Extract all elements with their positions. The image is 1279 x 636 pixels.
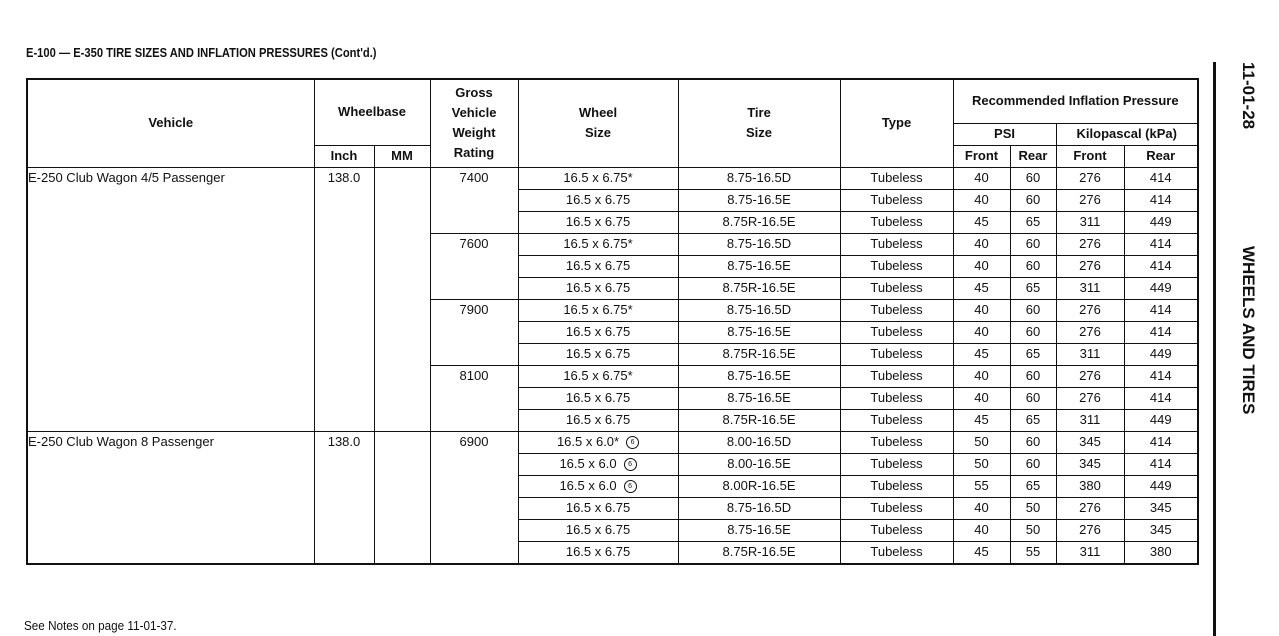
cell-kpa-front: 276 [1056, 255, 1124, 277]
cell-wheel-size-text: 16.5 x 6.75 [565, 192, 631, 207]
header-tire-size [678, 79, 840, 167]
header-wheel-size-line2: Size [585, 125, 612, 141]
header-psi-rear: Rear [1010, 145, 1056, 167]
cell-kpa-front: 276 [1056, 233, 1124, 255]
cell-wheel-size [518, 299, 678, 321]
cell-wheel-size-text: 16.5 x 6.75 [565, 280, 631, 295]
cell-psi-front: 40 [953, 167, 1010, 189]
cell-wheel-size-text: 16.5 x 6.75* [563, 368, 633, 383]
cell-kpa-rear: 449 [1124, 409, 1198, 431]
cell-tire-size: 8.75-16.5E [678, 365, 840, 387]
cell-psi-rear: 50 [1010, 497, 1056, 519]
cell-kpa-front: 380 [1056, 475, 1124, 497]
cell-wheel-size-text: 16.5 x 6.75* [563, 170, 633, 185]
cell-wheel-size-text: 16.5 x 6.75 [565, 500, 631, 515]
cell-kpa-rear: 414 [1124, 453, 1198, 475]
header-gvwr-line1: Gross [455, 85, 493, 101]
cell-kpa-front: 311 [1056, 409, 1124, 431]
cell-wheelbase-mm [374, 167, 430, 431]
cell-type: Tubeless [840, 211, 953, 233]
cell-psi-front: 40 [953, 321, 1010, 343]
cell-kpa-rear: 345 [1124, 519, 1198, 541]
cell-psi-front: 40 [953, 387, 1010, 409]
cell-wheel-size [518, 167, 678, 189]
header-psi: PSI [953, 123, 1056, 145]
cell-tire-size: 8.75R-16.5E [678, 343, 840, 365]
cell-tire-size: 8.00-16.5E [678, 453, 840, 475]
header-gvwr-line2: Vehicle [451, 105, 497, 121]
cell-psi-rear: 50 [1010, 519, 1056, 541]
cell-wheel-size-text: 16.5 x 6.75 [565, 544, 631, 559]
header-kpa-front: Front [1056, 145, 1124, 167]
cell-type: Tubeless [840, 519, 953, 541]
cell-kpa-rear: 414 [1124, 299, 1198, 321]
cell-wheel-size [518, 365, 678, 387]
header-wheel-size [518, 79, 678, 167]
header-wheelbase: Wheelbase [314, 79, 430, 145]
cell-kpa-front: 345 [1056, 431, 1124, 453]
cell-kpa-rear: 414 [1124, 255, 1198, 277]
cell-psi-front: 45 [953, 277, 1010, 299]
cell-kpa-front: 276 [1056, 387, 1124, 409]
cell-type: Tubeless [840, 189, 953, 211]
cell-kpa-rear: 414 [1124, 321, 1198, 343]
cell-psi-rear: 60 [1010, 299, 1056, 321]
notes-reference: See Notes on page 11-01-37. [24, 618, 177, 633]
table-row [27, 431, 1198, 453]
cell-kpa-rear: 414 [1124, 167, 1198, 189]
cell-psi-rear: 60 [1010, 167, 1056, 189]
cell-kpa-rear: 449 [1124, 343, 1198, 365]
cell-type: Tubeless [840, 277, 953, 299]
cell-kpa-front: 345 [1056, 453, 1124, 475]
cell-type: Tubeless [840, 233, 953, 255]
cell-kpa-front: 311 [1056, 211, 1124, 233]
cell-type: Tubeless [840, 255, 953, 277]
cell-gvwr: 7900 [430, 299, 518, 365]
cell-kpa-front: 276 [1056, 497, 1124, 519]
cell-tire-size: 8.75-16.5E [678, 321, 840, 343]
cell-tire-size: 8.75-16.5E [678, 519, 840, 541]
cell-kpa-front: 311 [1056, 277, 1124, 299]
sidebar-rule [1213, 62, 1216, 636]
cell-wheel-size-text: 16.5 x 6.0* [556, 434, 620, 449]
side-section-title: WHEELS AND TIRES [1239, 246, 1258, 415]
cell-kpa-front: 311 [1056, 541, 1124, 564]
cell-tire-size: 8.75R-16.5E [678, 409, 840, 431]
cell-psi-rear: 65 [1010, 409, 1056, 431]
cell-vehicle: E-250 Club Wagon 8 Passenger [27, 431, 314, 564]
cell-psi-front: 40 [953, 233, 1010, 255]
table-header [27, 79, 1198, 167]
cell-psi-front: 45 [953, 409, 1010, 431]
cell-tire-size: 8.75-16.5E [678, 387, 840, 409]
cell-tire-size: 8.75-16.5D [678, 233, 840, 255]
header-psi-front: Front [953, 145, 1010, 167]
cell-kpa-rear: 380 [1124, 541, 1198, 564]
cell-psi-front: 45 [953, 541, 1010, 564]
cell-wheel-size-text: 16.5 x 6.0 [559, 478, 617, 493]
cell-psi-rear: 65 [1010, 211, 1056, 233]
cell-wheel-size [518, 453, 678, 475]
header-tire-size-line1: Tire [747, 105, 771, 121]
cell-wheel-size-text: 16.5 x 6.75* [563, 302, 633, 317]
cell-wheel-size [518, 343, 678, 365]
cell-type: Tubeless [840, 475, 953, 497]
cell-psi-rear: 60 [1010, 453, 1056, 475]
header-kpa-rear: Rear [1124, 145, 1198, 167]
cell-kpa-front: 276 [1056, 299, 1124, 321]
cell-psi-rear: 65 [1010, 277, 1056, 299]
header-gvwr [430, 79, 518, 167]
cell-psi-rear: 60 [1010, 189, 1056, 211]
cell-wheel-size-text: 16.5 x 6.75 [565, 214, 631, 229]
cell-wheel-size-text: 16.5 x 6.75 [565, 324, 631, 339]
cell-kpa-front: 276 [1056, 321, 1124, 343]
cell-psi-front: 40 [953, 519, 1010, 541]
cell-wheel-size-text: 16.5 x 6.75 [565, 390, 631, 405]
header-wheel-size-line1: Wheel [578, 105, 618, 121]
header-recommended-pressure: Recommended Inflation Pressure [953, 79, 1198, 123]
cell-kpa-front: 276 [1056, 189, 1124, 211]
cell-kpa-front: 276 [1056, 519, 1124, 541]
cell-psi-front: 40 [953, 299, 1010, 321]
cell-gvwr: 7600 [430, 233, 518, 299]
cell-gvwr: 8100 [430, 365, 518, 431]
cell-type: Tubeless [840, 343, 953, 365]
side-page-number: 11-01-28 [1239, 62, 1258, 130]
cell-wheel-size [518, 519, 678, 541]
cell-psi-front: 45 [953, 343, 1010, 365]
cell-type: Tubeless [840, 431, 953, 453]
cell-tire-size: 8.75-16.5D [678, 167, 840, 189]
cell-tire-size: 8.75-16.5D [678, 299, 840, 321]
cell-type: Tubeless [840, 387, 953, 409]
header-inch: Inch [314, 145, 374, 167]
cell-kpa-rear: 449 [1124, 475, 1198, 497]
cell-tire-size: 8.75R-16.5E [678, 541, 840, 564]
cell-wheel-size-text: 16.5 x 6.75 [565, 258, 631, 273]
cell-vehicle: E-250 Club Wagon 4/5 Passenger [27, 167, 314, 431]
cell-wheel-size-text: 16.5 x 6.75 [565, 522, 631, 537]
cell-kpa-front: 311 [1056, 343, 1124, 365]
cell-wheel-size-text: 16.5 x 6.75 [565, 346, 631, 361]
header-type: Type [840, 79, 953, 167]
cell-psi-front: 45 [953, 211, 1010, 233]
cell-kpa-rear: 414 [1124, 189, 1198, 211]
cell-gvwr: 6900 [430, 431, 518, 564]
cell-psi-front: 40 [953, 365, 1010, 387]
cell-type: Tubeless [840, 409, 953, 431]
cell-kpa-front: 276 [1056, 365, 1124, 387]
cell-tire-size: 8.75-16.5E [678, 189, 840, 211]
cell-type: Tubeless [840, 497, 953, 519]
cell-wheel-size [518, 321, 678, 343]
cell-kpa-rear: 345 [1124, 497, 1198, 519]
cell-wheel-size [518, 497, 678, 519]
page-title: E-100 — E-350 TIRE SIZES AND INFLATION PRESSURES (Cont'd.) [26, 45, 377, 60]
cell-psi-rear: 55 [1010, 541, 1056, 564]
cell-tire-size: 8.75R-16.5E [678, 211, 840, 233]
cell-type: Tubeless [840, 541, 953, 564]
cell-tire-size: 8.00-16.5D [678, 431, 840, 453]
cell-wheel-size-text: 16.5 x 6.75* [563, 236, 633, 251]
cell-gvwr: 7400 [430, 167, 518, 233]
header-kpa: Kilopascal (kPa) [1056, 123, 1198, 145]
header-tire-size-line2: Size [746, 125, 773, 141]
cell-tire-size: 8.75R-16.5E [678, 277, 840, 299]
cell-wheelbase-mm [374, 431, 430, 564]
cell-kpa-rear: 449 [1124, 277, 1198, 299]
header-gvwr-line4: Rating [453, 145, 495, 161]
cell-kpa-rear: 414 [1124, 233, 1198, 255]
cell-psi-rear: 60 [1010, 431, 1056, 453]
table-row [27, 167, 1198, 189]
cell-kpa-front: 276 [1056, 167, 1124, 189]
cell-type: Tubeless [840, 453, 953, 475]
footnote-circled-marker: 6 [626, 436, 639, 449]
cell-type: Tubeless [840, 365, 953, 387]
cell-kpa-rear: 414 [1124, 387, 1198, 409]
cell-wheel-size-text: 16.5 x 6.75 [565, 412, 631, 427]
footnote-circled-marker: 6 [624, 458, 637, 471]
cell-tire-size: 8.75-16.5D [678, 497, 840, 519]
cell-wheel-size [518, 211, 678, 233]
cell-wheelbase-inch: 138.0 [314, 431, 374, 564]
cell-psi-front: 50 [953, 453, 1010, 475]
header-gvwr-line3: Weight [452, 125, 496, 141]
cell-wheel-size [518, 233, 678, 255]
table-body [27, 167, 1198, 564]
cell-psi-front: 50 [953, 431, 1010, 453]
cell-wheel-size [518, 387, 678, 409]
cell-psi-rear: 60 [1010, 365, 1056, 387]
cell-wheel-size [518, 475, 678, 497]
header-vehicle: Vehicle [27, 79, 314, 167]
cell-psi-rear: 65 [1010, 343, 1056, 365]
cell-wheel-size [518, 189, 678, 211]
cell-wheel-size [518, 255, 678, 277]
cell-psi-front: 55 [953, 475, 1010, 497]
cell-psi-rear: 60 [1010, 321, 1056, 343]
cell-type: Tubeless [840, 321, 953, 343]
cell-wheelbase-inch: 138.0 [314, 167, 374, 431]
cell-kpa-rear: 414 [1124, 365, 1198, 387]
cell-psi-rear: 65 [1010, 475, 1056, 497]
cell-wheel-size [518, 541, 678, 564]
cell-tire-size: 8.00R-16.5E [678, 475, 840, 497]
cell-kpa-rear: 449 [1124, 211, 1198, 233]
cell-psi-rear: 60 [1010, 233, 1056, 255]
cell-type: Tubeless [840, 167, 953, 189]
cell-psi-rear: 60 [1010, 255, 1056, 277]
cell-psi-front: 40 [953, 255, 1010, 277]
cell-psi-rear: 60 [1010, 387, 1056, 409]
cell-wheel-size [518, 431, 678, 453]
tire-pressure-table [26, 78, 1199, 565]
header-mm: MM [374, 145, 430, 167]
cell-wheel-size [518, 277, 678, 299]
footnote-circled-marker: 6 [624, 480, 637, 493]
cell-type: Tubeless [840, 299, 953, 321]
cell-psi-front: 40 [953, 497, 1010, 519]
cell-tire-size: 8.75-16.5E [678, 255, 840, 277]
cell-psi-front: 40 [953, 189, 1010, 211]
cell-kpa-rear: 414 [1124, 431, 1198, 453]
cell-wheel-size-text: 16.5 x 6.0 [559, 456, 617, 471]
cell-wheel-size [518, 409, 678, 431]
